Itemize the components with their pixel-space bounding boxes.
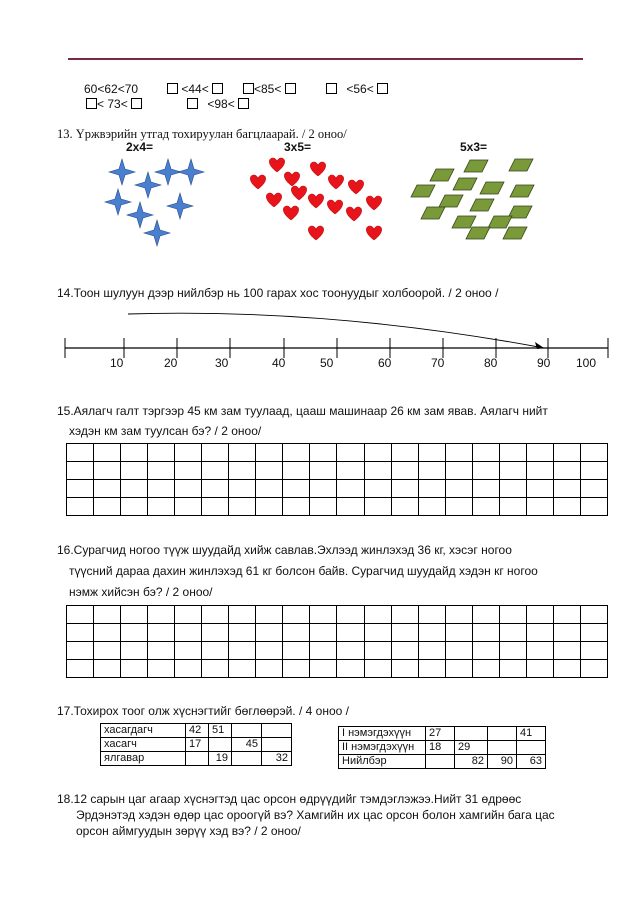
parallelogram-icon	[452, 216, 476, 228]
q14-prompt: 14.Тоон шулуун дээр нийлбэр нь 100 гарах хос тоонуудыг холбоорой. / 2 оноо /	[57, 286, 499, 300]
parallelogram-icon	[421, 207, 445, 219]
heart-icon	[283, 206, 298, 220]
comparison-item: <98<	[187, 97, 249, 111]
label-5x3: 5x3=	[460, 140, 488, 154]
parallelogram-icon	[430, 169, 454, 181]
connection-arc	[128, 313, 544, 348]
heart-icon	[327, 200, 342, 214]
heart-icon	[348, 180, 363, 194]
comparison-text: 60<62<70	[84, 82, 139, 96]
heart-icon	[308, 226, 323, 240]
q16-prompt-line-2: түүсний дараа дахин жинлэхэд 61 кг болсон байв. Сурагчид шуудайд хэдэн кг ногоо	[69, 564, 538, 578]
label-2x4: 2x4=	[126, 140, 154, 154]
hearts-group	[250, 158, 381, 240]
tick-label: 40	[272, 356, 286, 370]
heart-icon	[328, 175, 343, 189]
table-row: ялгавар 19 32	[101, 752, 292, 766]
tick-label: 50	[320, 356, 334, 370]
comparison-item: <56<	[326, 82, 388, 96]
heart-icon	[266, 193, 281, 207]
star-icon	[167, 193, 193, 219]
parallelogram-icon	[480, 182, 504, 194]
parallelogram-icon	[509, 159, 533, 171]
parallelogram-icon	[439, 195, 463, 207]
heart-icon	[291, 186, 306, 200]
comparison-item: <85<	[243, 82, 296, 96]
heart-icon	[284, 172, 299, 186]
parallelogram-icon	[453, 178, 477, 190]
tick-label: 10	[110, 356, 124, 370]
parallelogram-icon	[470, 199, 494, 211]
q16-answer-grid[interactable]	[66, 605, 608, 678]
table-row: Нийлбэр 82 90 63	[339, 755, 546, 769]
table-row: II нэмэгдэхүүн 18 29	[339, 741, 546, 755]
q18-prompt-line-2: Эрдэнэтэд хэдэн өдөр цас ороогүй вэ? Хамгийн их цас орсон болон хамгийн бага цас	[76, 808, 555, 822]
q16-prompt-line-1: 16.Сурагчид ногоо түүж шуудайд хийж савлав.Эхлээд жинлэхэд 36 кг, хэсэг ногоо	[57, 543, 512, 557]
parallelogram-icon	[488, 216, 512, 228]
parallelogram-icon	[466, 227, 490, 239]
parallelogram-icon	[510, 185, 534, 197]
q16-prompt-line-3: нэмж хийсэн бэ? / 2 оноо/	[69, 585, 213, 599]
q15-answer-grid[interactable]	[66, 443, 608, 516]
q15-prompt-line-1: 15.Аялагч галт тэргээр 45 км зам туулаад, цааш машинаар 26 км зам явав. Аялагч нийт	[57, 404, 548, 418]
table-row: хасагч 17 45	[101, 738, 292, 752]
heart-icon	[346, 207, 361, 221]
star-icon	[127, 202, 153, 228]
heart-icon	[366, 226, 381, 240]
star-icon	[135, 172, 161, 198]
table-row: хасагдагч 42 51	[101, 724, 292, 738]
comparison-item: <44<	[167, 82, 223, 96]
star-icon	[144, 220, 170, 246]
tick-label: 30	[215, 356, 229, 370]
heart-icon	[308, 194, 323, 208]
tick-label: 60	[378, 356, 392, 370]
star-icon	[109, 159, 135, 185]
star-icon	[178, 159, 204, 185]
q18-prompt-line-3: орсон аймгуудын зөрүү хэд вэ? / 2 оноо/	[76, 824, 301, 838]
parallelogram-icon	[503, 227, 527, 239]
comparison-row-2: < 73<	[86, 97, 142, 111]
parallelogram-icon	[464, 160, 488, 172]
parallelogram-icon	[411, 185, 435, 197]
table-row: I нэмэгдэхүүн 27 41	[339, 727, 546, 741]
heart-icon	[269, 158, 284, 172]
tick-label: 90	[537, 356, 551, 370]
tick-label: 70	[431, 356, 445, 370]
addition-table	[338, 726, 546, 769]
heart-icon	[250, 175, 265, 189]
q13-figures	[0, 0, 638, 260]
parallelograms-group	[411, 159, 534, 239]
tick-label: 100	[576, 356, 597, 370]
q17-prompt: 17.Тохирох тоог олж хүснэгтийг бөглөөрэй. / 4 оноо /	[57, 704, 349, 718]
tick-label: 20	[164, 356, 178, 370]
stars-group	[105, 159, 204, 246]
heart-icon	[310, 162, 325, 176]
q15-prompt-line-2: хэдэн км зам туулсан бэ? / 2 оноо/	[69, 424, 262, 438]
heart-icon	[366, 196, 381, 210]
q13-prompt: 13. Үржвэрийн утгад тохируулан багцлаарай. / 2 оноо/	[57, 127, 347, 141]
star-icon	[105, 189, 131, 215]
subtraction-table	[100, 723, 292, 766]
tick-label: 80	[484, 356, 498, 370]
label-3x5: 3x5=	[284, 140, 312, 154]
q18-prompt-line-1: 18.12 сарын цаг агаар хүснэгтэд цас орсон өдрүүдийг тэмдэглэжээ.Нийт 31 өдрөөс	[57, 792, 522, 806]
